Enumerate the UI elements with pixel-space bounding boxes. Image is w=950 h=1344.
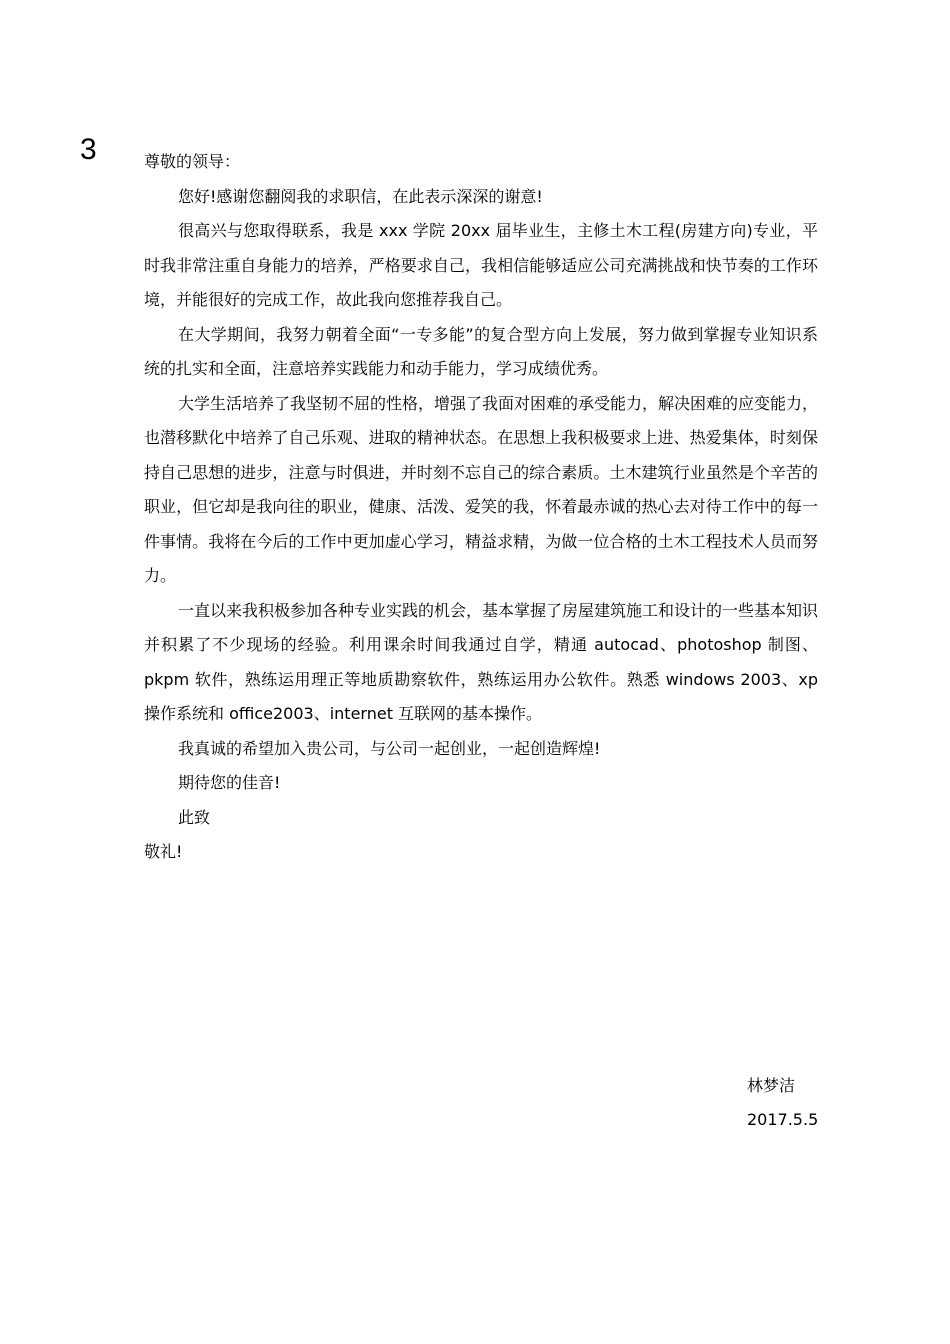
letter-body (144, 145, 818, 870)
letter-paragraph-4: 大学生活培养了我坚韧不屈的性格，增强了我面对困难的承受能力，解决困难的应变能力，也潜移默化中培养了自己乐观、进取的精神状态。在思想上我积极要求上进、热爱集体，时刻保持自己思想的进步，注意与时俱进，并时刻不忘自己的综合素质。土木建筑行业虽然是个辛苦的职业，但它却是我向往的职业，健康、活泼、爱笑的我，怀着最赤诚的热心去对待工作中的每一件事情。我将在今后的工作中更加虚心学习，精益求精，为做一位合格的土木工程技术人员而努力。 (144, 393, 819, 585)
letter-paragraph-6: 我真诚的希望加入贵公司，与公司一起创业，一起创造辉煌! (178, 738, 601, 758)
signature-block (747, 1069, 818, 1137)
letter-paragraph-3: 在大学期间，我努力朝着全面“一专多能”的复合型方向上发展，努力做到掌握专业知识系统的扎实和全面，注意培养实践能力和动手能力，学习成绩优秀。 (144, 324, 818, 378)
letter-greeting: 尊敬的领导： (144, 152, 241, 171)
page-number: 3 (80, 133, 97, 166)
signature-name: 林梦洁 (747, 1076, 796, 1095)
letter-paragraph-1: 您好!感谢您翻阅我的求职信，在此表示深深的谢意! (178, 186, 543, 206)
letter-paragraph-2: 很高兴与您取得联系，我是 xxx 学院 20xx 届毕业生，主修土木工程(房建方向)专业，平时我非常注重自身能力的培养，严格要求自己，我相信能够适应公司充满挑战和快节奏的工作环境，并能很好的完成工作，故此我向您推荐我自己。 (144, 221, 818, 309)
letter-paragraph-7: 期待您的佳音! (178, 773, 281, 792)
signature-date: 2017.5.5 (747, 1110, 819, 1129)
letter-paragraph-5: 一直以来我积极参加各种专业实践的机会，基本掌握了房屋建筑施工和设计的一些基本知识并积累了不少现场的经验。利用课余时间我通过自学，精通 autocad、photoshop 制图、pkpm 软件，熟练运用理正等地质勘察软件，熟练运用办公软件。熟悉 windows 2003、xp 操作系统和 office2003、internet 互联网的基本操作。 (144, 600, 819, 723)
letter-closing: 敬礼! (144, 842, 183, 861)
letter-paragraph-8: 此致 (178, 807, 211, 827)
